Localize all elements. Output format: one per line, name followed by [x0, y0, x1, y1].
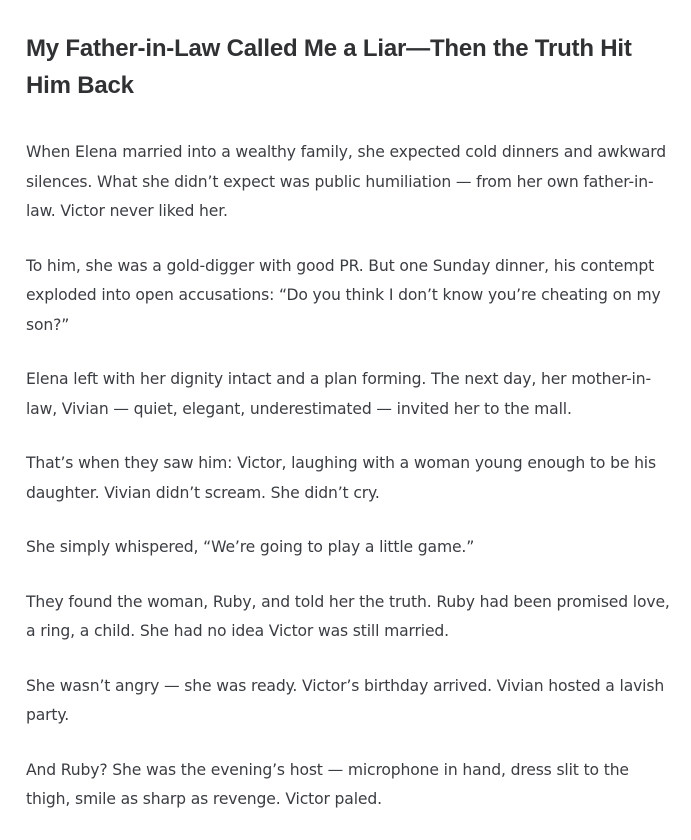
- article-title: My Father-in-Law Called Me a Liar—Then the Truth Hit Him Back: [26, 35, 632, 99]
- article-paragraph-1: When Elena married into a wealthy family, she expected cold dinners and awkward silences. What she didn’t expect was public humiliation — from her own father-in-law. Victor never liked her.: [26, 143, 667, 220]
- article-paragraph-2: To him, she was a gold-digger with good PR. But one Sunday dinner, his contempt exploded into open accusations: “Do you think I don’t know you’re cheating on my son?”: [26, 256, 661, 334]
- article-paragraph-3: Elena left with her dignity intact and a plan forming. The next day, her mother-in-law, Vivian — quiet, elegant, underestimated — invited her to the mall.: [26, 370, 651, 418]
- article-paragraph-6: They found the woman, Ruby, and told her the truth. Ruby had been promised love, a ring, a child. She had no idea Victor was still married.: [26, 592, 670, 640]
- article-paragraph-4: That’s when they saw him: Victor, laughing with a woman young enough to be his daughter. Vivian didn’t scream. She didn’t cry.: [26, 454, 656, 502]
- article-paragraph-5: She simply whispered, “We’re going to play a little game.”: [26, 538, 475, 556]
- article-paragraph-7: She wasn’t angry — she was ready. Victor’s birthday arrived. Vivian hosted a lavish party.: [26, 676, 665, 724]
- article-paragraph-8: And Ruby? She was the evening’s host — microphone in hand, dress slit to the thigh, smile as sharp as revenge. Victor paled.: [26, 760, 629, 808]
- article: [26, 30, 676, 840]
